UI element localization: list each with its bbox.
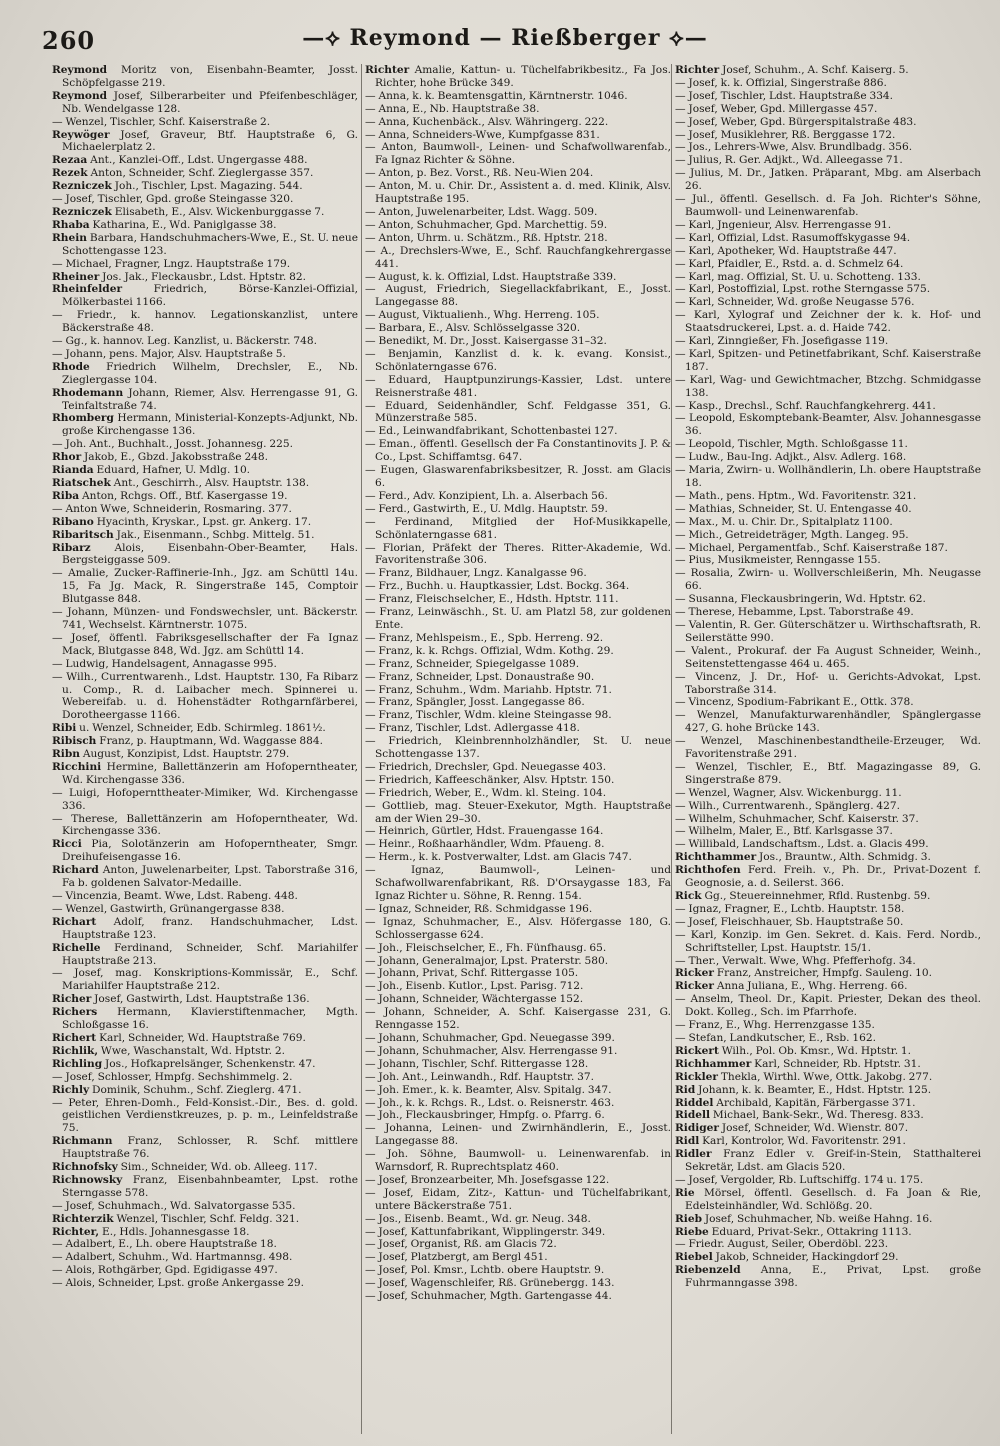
directory-entry: — Ignaz, Fragner, E., Lchtb. Hauptstr. 158.	[675, 902, 905, 915]
directory-entry: — Vincenz, Spodium-Fabrikant E., Ottk. 378.	[675, 696, 914, 709]
directory-entry: Richling Jos., Hofkaprelsänger, Schenkenstr. 47.	[52, 1057, 316, 1070]
directory-entry: — Johann, Schuhmacher, Alsv. Herrengasse 91.	[365, 1044, 618, 1057]
directory-entry: — Adalbert, E., Lh. obere Hauptstraße 18.	[52, 1238, 277, 1251]
directory-entry: — Gg., k. hannov. Leg. Kanzlist, u. Bäckerstr. 748.	[52, 335, 318, 348]
directory-entry: — Karl, Jngenieur, Alsv. Herrengasse 91.	[675, 218, 892, 231]
directory-entry: Rhomberg Hermann, Ministerial-Konzepts-Adjunkt, Nb. große Kirchengasse 136.	[52, 412, 358, 438]
directory-entry: — August, Viktualienh., Whg. Herreng. 105.	[365, 309, 600, 322]
directory-entry: — Friedr. August, Seiler, Oberdöbl. 223.	[675, 1238, 889, 1251]
directory-entry: Reymond Josef, Silberarbeiter und Pfeifenbeschläger, Nb. Wendelgasse 128.	[52, 89, 358, 115]
directory-entry: Richterzik Wenzel, Tischler, Schf. Feldg. 321.	[52, 1212, 300, 1225]
directory-entry: — Josef, Schlosser, Hmpfg. Sechshimmelg. 2.	[52, 1070, 293, 1083]
directory-entry: Richthammer Jos., Brauntw., Alth. Schmidg. 3.	[675, 851, 931, 864]
directory-entry: — Wilh., Currentwarenh., Spänglerg. 427.	[675, 799, 901, 812]
directory-entry: Riebe Eduard, Privat-Sekr., Ottakring 1113.	[675, 1225, 912, 1238]
directory-entry: Richer Josef, Gastwirth, Ldst. Hauptstraße 136.	[52, 993, 310, 1006]
directory-entry: — Therese, Ballettänzerin am Hofoperntheater, Wd. Kirchengasse 336.	[52, 812, 358, 838]
directory-entry: Ribn August, Konzipist, Ldst. Hauptstr. 279.	[52, 748, 290, 761]
directory-entry: — Josef, k. k. Offizial, Singerstraße 886.	[675, 76, 887, 89]
directory-entry: — Anna, Kuchenbäck., Alsv. Währingerg. 222.	[365, 115, 609, 128]
directory-entry: — Josef, Schuhmacher, Mgth. Gartengasse 44.	[365, 1290, 612, 1303]
directory-entry: Riebenzeld Anna, E., Privat, Lpst. große Fuhrmanngasse 398.	[675, 1264, 981, 1290]
directory-entry: Riddel Archibald, Kapitän, Färbergasse 371.	[675, 1096, 916, 1109]
directory-entry: — Ludwig, Handelsagent, Annagasse 995.	[52, 657, 277, 670]
directory-entry: — Wenzel, Gastwirth, Grünangergasse 838.	[52, 902, 285, 915]
directory-entry: Ribarz Alois, Eisenbahn-Ober-Beamter, Hals. Bergsteiggasse 509.	[52, 541, 358, 567]
directory-entry: — Wenzel, Wagner, Alsv. Wickenburgg. 11.	[675, 786, 902, 799]
directory-entry: Richter Amalie, Kattun- u. Tüchelfabrikbesitz., Fa Jos. Richter, hohe Brücke 349.	[365, 64, 671, 89]
directory-entry: Rickert Wilh., Pol. Ob. Kmsr., Wd. Hptstr. 1.	[675, 1044, 912, 1057]
directory-entry: — Karl, Spitzen- und Petinetfabrikant, Schf. Kaiserstraße 187.	[675, 347, 981, 373]
directory-entry: — Josef, Organist, Rß. am Glacis 72.	[365, 1238, 557, 1251]
directory-entry: — Wenzel, Manufakturwarenhändler, Spänglergasse 427, G. hohe Brücke 143.	[675, 709, 981, 735]
directory-entry: — Julius, M. Dr., Jatken. Präparant, Mbg. am Alserbach 26.	[675, 167, 981, 193]
directory-entry: — Johanna, Leinen- und Zwirnhändlerin, E., Josst. Langegasse 88.	[365, 1122, 671, 1148]
directory-entry: — Maria, Zwirn- u. Wollhändlerin, Lh. obere Hauptstraße 18.	[675, 464, 981, 489]
directory-entry: — Joh. Söhne, Baumwoll- u. Leinenwarenfab. in Warnsdorf, R. Ruprechtsplatz 460.	[365, 1148, 671, 1174]
directory-entry: — Jos., Lehrers-Wwe, Alsv. Brundlbadg. 356.	[675, 141, 913, 154]
directory-entry: — Ferdinand, Mitglied der Hof-Musikkapelle, Schönlaterngasse 681.	[365, 515, 671, 541]
directory-entry: — Joh. Ant., Buchhalt., Josst. Johannesg. 225.	[52, 438, 293, 451]
directory-entry: Richnowsky Franz, Eisenbahnbeamter, Lpst. rothe Sterngasse 578.	[52, 1173, 358, 1199]
directory-entry: — Alois, Rothgärber, Gpd. Egidigasse 497.	[52, 1264, 278, 1277]
directory-entry: — Josef, Platzbergt, am Bergl 451.	[365, 1251, 548, 1264]
directory-entry: Rheiner Jos. Jak., Fleckausbr., Ldst. Hptstr. 82.	[52, 270, 306, 283]
directory-entry: — Karl, Xylograf und Zeichner der k. k. Hof- und Staatsdruckerei, Lpst. a. d. Haide 742.	[675, 309, 981, 335]
directory-entry: Richlik, Wwe, Waschanstalt, Wd. Hptstr. 2.	[52, 1044, 286, 1057]
directory-entry: Ridl Karl, Kontrolor, Wd. Favoritenstr. 291.	[675, 1135, 906, 1148]
directory-entry: Reymond Moritz von, Eisenbahn-Beamter, Josst. Schöpfelgasse 219.	[52, 64, 358, 89]
directory-entry: — Ignaz, Baumwoll-, Leinen- und Schafwollwarenfabrikant, Rß. D'Orsaygasse 183, Fa Ignaz Richter u. Söhne, R. Renng. 154.	[365, 864, 671, 902]
directory-entry: — Franz, k. k. Rchgs. Offizial, Wdm. Kothg. 29.	[365, 644, 614, 657]
directory-entry: — Ferd., Adv. Konzipient, Lh. a. Alserbach 56.	[365, 489, 608, 502]
directory-entry: — Eman., öffentl. Gesellsch der Fa Constantinovits J. P. & Co., Lpst. Schiffamtsg. 647.	[365, 438, 671, 464]
directory-entry: — Jul., öffentl. Gesellsch. d. Fa Joh. Richter's Söhne, Baumwoll- und Leinenwarenfab.	[675, 193, 981, 218]
directory-entry: Ribi u. Wenzel, Schneider, Edb. Schirmleg. 1861½.	[52, 722, 326, 735]
directory-entry: — Wilhelm, Maler, E., Btf. Karlsgasse 37.	[675, 825, 893, 838]
directory-entry: — Mich., Getreideträger, Mgth. Langeg. 95.	[675, 528, 909, 541]
directory-entry: — Friedr., k. hannov. Legationskanzlist, untere Bäckerstraße 48.	[52, 309, 358, 335]
directory-entry: — Karl, Apotheker, Wd. Hauptstraße 447.	[675, 244, 897, 257]
directory-entry: Rezniczek Elisabeth, E., Alsv. Wickenburggasse 7.	[52, 205, 325, 218]
directory-entry: — Rosalia, Zwirn- u. Wollverschleißerin, Mh. Neugasse 66.	[675, 567, 981, 593]
directory-entry: — Friedrich, Drechsler, Gpd. Neuegasse 403.	[365, 760, 607, 773]
directory-entry: — Adalbert, Schuhm., Wd. Hartmannsg. 498.	[52, 1251, 293, 1264]
directory-entry: — Franz, Bildhauer, Lngz. Kanalgasse 96.	[365, 567, 587, 580]
directory-entry: Richter Josef, Schuhm., A. Schf. Kaiserg. 5.	[675, 64, 909, 76]
directory-entry: — Wenzel, Tischler, Schf. Kaiserstraße 2.	[52, 115, 271, 128]
directory-entry: — Josef, Fleischhauer, Sb. Hauptstraße 50.	[675, 915, 904, 928]
directory-entry: Ridiger Josef, Schneider, Wd. Wienstr. 807.	[675, 1122, 909, 1135]
directory-entry: — Josef, Weber, Gpd. Millergasse 457.	[675, 102, 878, 115]
directory-entry: — Anna, Schneiders-Wwe, Kumpfgasse 831.	[365, 128, 600, 141]
directory-entry: Ricchini Hermine, Ballettänzerin am Hofoperntheater, Wd. Kirchengasse 336.	[52, 760, 358, 786]
running-title: —⟡ Reymond — Rießberger ⟡—	[302, 25, 708, 51]
directory-entry: — Heinr., Roßhaarhändler, Wdm. Pfaueng. 8.	[365, 838, 605, 851]
directory-entry: — Anton, M. u. Chir. Dr., Assistent a. d. med. Klinik, Alsv. Hauptstraße 195.	[365, 180, 671, 206]
directory-entry: Rie Mörsel, öffentl. Gesellsch. d. Fa Joan & Rie, Edelsteinhändler, Wd. Schlößg. 20.	[675, 1186, 981, 1212]
directory-entry: Rieb Josef, Schuhmacher, Nb. weiße Hahng. 16.	[675, 1212, 933, 1225]
directory-entry: Richhammer Karl, Schneider, Rb. Hptstr. 31.	[675, 1057, 921, 1070]
directory-entry: — Amalie, Zucker-Raffinerie-Inh., Jgz. am Schüttl 14u. 15, Fa Jg. Mack, R. Singerstraße 145, Comptoir Blutgasse 848.	[52, 567, 358, 606]
directory-entry: Richly Dominik, Schuhm., Schf. Zieglerg. 471.	[52, 1083, 302, 1096]
directory-entry: Riebel Jakob, Schneider, Hackingdorf 29.	[675, 1251, 899, 1264]
directory-entry: — Heinrich, Gürtler, Hdst. Frauengasse 164.	[365, 825, 604, 838]
directory-entry: — Wilhelm, Schuhmacher, Schf. Kaiserstr. 37.	[675, 812, 919, 825]
directory-entry: — Gottlieb, mag. Steuer-Exekutor, Mgth. Hauptstraße am der Wien 29–30.	[365, 799, 671, 825]
directory-entry: — Therese, Hebamme, Lpst. Taborstraße 49.	[675, 606, 914, 619]
directory-entry: Riatschek Ant., Geschirrh., Alsv. Hauptstr. 138.	[52, 477, 310, 489]
directory-entry: — Friedrich, Kleinbrennholzhändler, St. U. neue Schottengasse 137.	[365, 735, 671, 761]
directory-entry: Riba Anton, Rchgs. Off., Btf. Kasergasse 19.	[52, 489, 288, 502]
directory-entry: — Michael, Pergamentfab., Schf. Kaiserstraße 187.	[675, 541, 948, 554]
directory-entry: Richnofsky Sim., Schneider, Wd. ob. Alleeg. 117.	[52, 1161, 318, 1174]
directory-entry: — Anna, k. k. Beamtensgattin, Kärntnerstr. 1046.	[365, 89, 628, 102]
directory-entry: Reywöger Josef, Graveur, Btf. Hauptstraße 6, G. Michaelerplatz 2.	[52, 128, 358, 154]
directory-entry: Ridell Michael, Bank-Sekr., Wd. Theresg. 833.	[675, 1109, 924, 1122]
directory-entry: Ribisch Franz, p. Hauptmann, Wd. Waggasse 884.	[52, 735, 323, 748]
directory-entry: — Luigi, Hofopernttheater-Mimiker, Wd. Kirchengasse 336.	[52, 786, 358, 812]
directory-entry: Richert Karl, Schneider, Wd. Hauptstraße 769.	[52, 1031, 306, 1044]
directory-entry: — Josef, Tischler, Gpd. große Steingasse 320.	[52, 193, 294, 206]
directory-entry: — Anton, Uhrm. u. Schätzm., Rß. Hptstr. 218.	[365, 231, 608, 244]
directory-columns	[52, 64, 982, 1434]
directory-entry: — Anton, p. Bez. Vorst., Rß. Neu-Wien 204.	[365, 167, 594, 180]
directory-entry: — Anna, E., Nb. Hauptstraße 38.	[365, 102, 540, 115]
directory-entry: — Ther., Verwalt. Wwe, Whg. Pfefferhofg. 34.	[675, 954, 916, 967]
directory-entry: — Josef, mag. Konskriptions-Kommissär, E., Schf. Mariahilfer Hauptstraße 212.	[52, 967, 358, 993]
directory-entry: — Anselm, Theol. Dr., Kapit. Priester, Dekan des theol. Dokt. Kolleg., Sch. im Pfarrhofe.	[675, 993, 981, 1019]
directory-entry: — Joh. Emer., k. k. Beamter, Alsv. Spitalg. 347.	[365, 1083, 612, 1096]
directory-entry: Richelle Ferdinand, Schneider, Schf. Mariahilfer Hauptstraße 213.	[52, 941, 358, 967]
column-middle	[365, 64, 671, 1434]
directory-entry: — Joh., Eisenb. Kutlor., Lpst. Parisg. 712.	[365, 980, 584, 993]
directory-entry: Rheinfelder Friedrich, Börse-Kanzlei-Offizial, Mölkerbastei 1166.	[52, 283, 358, 309]
directory-entry: — August, Friedrich, Siegellackfabrikant, E., Josst. Langegasse 88.	[365, 283, 671, 309]
directory-entry: — Frz., Buchh. u. Hauptkassier, Ldst. Bockg. 364.	[365, 580, 630, 593]
directory-entry: Rhor Jakob, E., Gbzd. Jakobsstraße 248.	[52, 451, 269, 464]
directory-entry: — Josef, Pol. Kmsr., Lchtb. obere Hauptstr. 9.	[365, 1264, 605, 1277]
directory-entry: — Josef, Bronzearbeiter, Mh. Josefsgasse 122.	[365, 1173, 610, 1186]
directory-entry: — Friedrich, Weber, E., Wdm. kl. Steing. 104.	[365, 786, 607, 799]
directory-entry: — Franz, Tischler, Ldst. Adlergasse 418.	[365, 722, 580, 735]
directory-entry: — Anton, Schuhmacher, Gpd. Marchettig. 59.	[365, 218, 608, 231]
directory-entry: — Wilh., Currentwarenh., Ldst. Hauptstr. 130, Fa Ribarz u. Comp., R. d. Laibacher mech. Spinnerei u. Webereifab. u. d. Hohenstädter Rothgarnfärberei, Dorotheergasse 1166.	[52, 670, 358, 722]
directory-entry: — Josef, Eidam, Zitz-, Kattun- und Tüchelfabrikant, untere Bäckerstraße 751.	[365, 1186, 671, 1212]
directory-entry: Richart Adolf, franz. Handschuhmacher, Ldst. Hauptstraße 123.	[52, 915, 358, 941]
directory-entry: — Ludw., Bau-Ing. Adjkt., Alsv. Adlerg. 168.	[675, 451, 907, 464]
directory-entry: — Pius, Musikmeister, Renngasse 155.	[675, 554, 881, 567]
directory-entry: Rhein Barbara, Handschuhmachers-Wwe, E., St. U. neue Schottengasse 123.	[52, 231, 358, 257]
directory-entry: — Vincenzia, Beamt. Wwe, Ldst. Rabeng. 448.	[52, 890, 298, 902]
directory-entry: Ricker Franz, Anstreicher, Hmpfg. Sauleng. 10.	[675, 967, 932, 980]
directory-entry: — Max., M. u. Chir. Dr., Spitalplatz 1100.	[675, 515, 893, 528]
directory-entry: Richard Anton, Juwelenarbeiter, Lpst. Taborstraße 316, Fa b. goldenen Salvator-Medaille.	[52, 864, 358, 890]
directory-entry: — Franz, Fleischselcher, E., Hdsth. Hptstr. 111.	[365, 593, 619, 606]
directory-entry: — Alois, Schneider, Lpst. große Ankergasse 29.	[52, 1277, 304, 1290]
directory-entry: — Benedikt, M. Dr., Josst. Kaisergasse 31–32.	[365, 335, 607, 348]
directory-entry: — Susanna, Fleckausbringerin, Wd. Hptstr. 62.	[675, 593, 926, 606]
directory-entry: — Eduard, Hauptpunzirungs-Kassier, Ldst. untere Reisnerstraße 481.	[365, 373, 671, 399]
directory-entry: Ridler Franz Edler v. Greif-in-Stein, Statthalterei Sekretär, Ldst. am Glacis 520.	[675, 1148, 981, 1174]
directory-entry: — Karl, mag. Offizial, St. U. u. Schotteng. 133.	[675, 270, 921, 283]
directory-entry: — Michael, Fragner, Lngz. Hauptstraße 179.	[52, 257, 291, 270]
directory-entry: — Franz, Leinwäschh., St. U. am Platzl 58, zur goldenen Ente.	[365, 606, 671, 631]
directory-entry: — Karl, Wag- und Gewichtmacher, Btzchg. Schmidgasse 138.	[675, 373, 981, 399]
directory-entry: — Leopold, Eskomptebank-Beamter, Alsv. Johannesgasse 36.	[675, 412, 981, 438]
directory-entry: — Karl, Konzip. im Gen. Sekret. d. Kais. Ferd. Nordb., Schriftsteller, Lpst. Hauptstr. 15/1.	[675, 928, 981, 954]
directory-entry: — Franz, Tischler, Wdm. kleine Steingasse 98.	[365, 709, 612, 722]
directory-entry: — Mathias, Schneider, St. U. Entengasse 40.	[675, 502, 912, 515]
directory-entry: — Barbara, E., Alsv. Schlösselgasse 320.	[365, 322, 581, 335]
directory-entry: Richers Hermann, Klavierstiftenmacher, Mgth. Schloßgasse 16.	[52, 1006, 358, 1032]
directory-entry: — Franz, Schneider, Lpst. Donaustraße 90.	[365, 670, 595, 683]
directory-entry: — Leopold, Tischler, Mgth. Schloßgasse 11.	[675, 438, 908, 451]
directory-entry: — Valentin, R. Ger. Güterschätzer u. Wirthschaftsrath, R. Seilerstätte 990.	[675, 618, 981, 644]
directory-entry: Rickler Thekla, Wirthl. Wwe, Ottk. Jakobg. 277.	[675, 1070, 933, 1083]
directory-entry: — Kasp., Drechsl., Schf. Rauchfangkehrerg. 441.	[675, 399, 936, 412]
directory-entry: Rezaa Ant., Kanzlei-Off., Ldst. Ungergasse 488.	[52, 154, 308, 167]
directory-entry: Rhaba Katharina, E., Wd. Paniglgasse 38.	[52, 218, 277, 231]
directory-entry: Ribaritsch Jak., Eisenmann., Schbg. Mittelg. 51.	[52, 528, 315, 541]
directory-entry: — Anton, Baumwoll-, Leinen- und Schafwollwarenfab., Fa Ignaz Richter & Söhne.	[365, 141, 671, 167]
directory-entry: — Johann, Privat, Schf. Rittergasse 105.	[365, 967, 579, 980]
directory-entry: Rid Johann, k. k. Beamter, E., Hdst. Hptstr. 125.	[675, 1083, 932, 1096]
directory-entry: — Ignaz, Schneider, Rß. Schmidgasse 196.	[365, 902, 593, 915]
directory-entry: Ricci Pia, Solotänzerin am Hofoperntheater, Smgr. Dreihufeisengasse 16.	[52, 838, 358, 864]
directory-entry: — Joh. Ant., Leinwandh., Rdf. Hauptstr. 37.	[365, 1070, 595, 1083]
directory-entry: — Franz, Mehlspeism., E., Spb. Herreng. 92.	[365, 631, 604, 644]
directory-entry: Richthofen Ferd. Freih. v., Ph. Dr., Privat-Dozent f. Geognosie, a. d. Seilerst. 366.	[675, 864, 981, 890]
directory-entry: — Karl, Pfaidler, E., Rstd. a. d. Schmelz 64.	[675, 257, 904, 270]
directory-entry: — Franz, Schuhm., Wdm. Mariahb. Hptstr. 71.	[365, 683, 612, 696]
directory-entry: — Johann, Schneider, A. Schf. Kaisergasse 231, G. Renngasse 152.	[365, 1006, 671, 1032]
directory-entry: — Ed., Leinwandfabrikant, Schottenbastei 127.	[365, 425, 618, 438]
directory-entry: Ricker Anna Juliana, E., Whg. Herreng. 66.	[675, 980, 908, 993]
directory-entry: Rhodemann Johann, Riemer, Alsv. Herrengasse 91, G. Teinfaltstraße 74.	[52, 386, 358, 412]
directory-entry: — Josef, Wagenschleifer, Rß. Grünebergg. 143.	[365, 1277, 615, 1290]
directory-entry: — Karl, Schneider, Wd. große Neugasse 576.	[675, 296, 915, 309]
directory-entry: — Josef, öffentl. Fabriksgesellschafter der Fa Ignaz Mack, Blutgasse 848, Wd. Jgz. am Schüttl 14.	[52, 631, 358, 657]
directory-entry: — Joh., Fleischselcher, E., Fh. Fünfhausg. 65.	[365, 941, 607, 954]
directory-entry: — August, k. k. Offizial, Ldst. Hauptstraße 339.	[365, 270, 617, 283]
directory-entry: — Willibald, Landschaftsm., Ldst. a. Glacis 499.	[675, 838, 929, 851]
directory-entry: — Math., pens. Hptm., Wd. Favoritenstr. 321.	[675, 489, 917, 502]
directory-entry: — Ferd., Gastwirth, E., U. Mdlg. Hauptstr. 59.	[365, 502, 608, 515]
directory-entry: — Johann, Schuhmacher, Gpd. Neuegasse 399.	[365, 1031, 615, 1044]
directory-entry: — Josef, Kattunfabrikant, Wipplingerstr. 349.	[365, 1225, 606, 1238]
directory-entry: — Jos., Eisenb. Beamt., Wd. gr. Neug. 348.	[365, 1212, 591, 1225]
directory-entry: — Herm., k. k. Postverwalter, Ldst. am Glacis 747.	[365, 851, 632, 864]
directory-entry: — Franz, Spängler, Josst. Langegasse 86.	[365, 696, 585, 709]
directory-entry: — Franz, Schneider, Spiegelgasse 1089.	[365, 657, 580, 670]
directory-entry: — Ignaz, Schuhmacher, E., Alsv. Höfergasse 180, G. Schlossergasse 624.	[365, 915, 671, 941]
directory-entry: Ribano Hyacinth, Kryskar., Lpst. gr. Ankerg. 17.	[52, 515, 312, 528]
directory-entry: — Johann, Tischler, Schf. Rittergasse 128.	[365, 1057, 589, 1070]
directory-entry: — Anton Wwe, Schneiderin, Rosmaring. 377.	[52, 502, 292, 515]
directory-entry: — Eugen, Glaswarenfabriksbesitzer, R. Josst. am Glacis 6.	[365, 464, 671, 489]
directory-entry: — Florian, Präfekt der Theres. Ritter-Akademie, Wd. Favoritenstraße 306.	[365, 541, 671, 567]
directory-entry: — Friedrich, Kaffeeschänker, Alsv. Hptstr. 150.	[365, 773, 615, 786]
directory-entry: — Johann, Schneider, Wächtergasse 152.	[365, 993, 584, 1006]
directory-entry: Rianda Eduard, Hafner, U. Mdlg. 10.	[52, 464, 251, 477]
directory-entry: — Wenzel, Tischler, E., Btf. Magazingasse 89, G. Singerstraße 879.	[675, 760, 981, 786]
directory-entry: — Johann, Generalmajor, Lpst. Praterstr. 580.	[365, 954, 609, 967]
directory-entry: Rezniczek Joh., Tischler, Lpst. Magazing. 544.	[52, 180, 303, 193]
directory-entry: — Josef, Vergolder, Rb. Luftschiffg. 174 u. 175.	[675, 1173, 924, 1186]
column-left	[52, 64, 358, 1434]
directory-entry: Rezek Anton, Schneider, Schf. Zieglergasse 357.	[52, 167, 314, 180]
column-divider	[671, 64, 672, 1434]
directory-entry: — Josef, Tischler, Ldst. Hauptstraße 334.	[675, 89, 894, 102]
directory-entry: — Karl, Zinngießer, Fh. Josefigasse 119.	[675, 335, 889, 348]
column-right	[675, 64, 981, 1434]
directory-entry: Rhode Friedrich Wilhelm, Drechsler, E., Nb. Zieglergasse 104.	[52, 360, 358, 386]
page-header	[40, 22, 970, 56]
directory-entry: — Eduard, Seidenhändler, Schf. Feldgasse 351, G. Münzerstraße 585.	[365, 399, 671, 425]
directory-entry: — Josef, Musiklehrer, Rß. Berggasse 172.	[675, 128, 896, 141]
column-divider	[361, 64, 362, 1434]
directory-entry: — Wenzel, Maschinenbestandtheile-Erzeuger, Wd. Favoritenstraße 291.	[675, 735, 981, 761]
directory-entry: — Vincenz, J. Dr., Hof- u. Gerichts-Advokat, Lpst. Taborstraße 314.	[675, 670, 981, 696]
directory-entry: — Franz, E., Whg. Herrenzgasse 135.	[675, 1019, 875, 1032]
directory-entry: — Karl, Postoffizial, Lpst. rothe Sterngasse 575.	[675, 283, 931, 296]
directory-entry: — Julius, R. Ger. Adjkt., Wd. Alleegasse 71.	[675, 154, 903, 167]
directory-entry: — Joh., Fleckausbringer, Hmpfg. o. Pfarrg. 6.	[365, 1109, 605, 1122]
directory-entry: — Josef, Schuhmach., Wd. Salvatorgasse 535.	[52, 1199, 296, 1212]
directory-entry: — Josef, Weber, Gpd. Bürgerspitalstraße 483.	[675, 115, 917, 128]
directory-entry: Richmann Franz, Schlosser, R. Schf. mittlere Hauptstraße 76.	[52, 1135, 358, 1161]
directory-entry: — Johann, Münzen- und Fondswechsler, unt. Bäckerstr. 741, Wechselst. Kärntnerstr. 1075.	[52, 606, 358, 631]
directory-entry: Richter, E., Hdls. Johannesgasse 18.	[52, 1225, 250, 1238]
directory-entry: — A., Drechslers-Wwe, E., Schf. Rauchfangkehrergasse 441.	[365, 244, 671, 270]
page-number: 260	[42, 26, 96, 55]
directory-entry: — Valent., Prokuraf. der Fa August Schneider, Weinh., Seitenstettengasse 464 u. 465.	[675, 644, 981, 670]
directory-entry: — Johann, pens. Major, Alsv. Hauptstraße 5.	[52, 347, 286, 360]
directory-entry: Rick Gg., Steuereinnehmer, Rfld. Rustenbg. 59.	[675, 890, 931, 902]
directory-entry: — Benjamin, Kanzlist d. k. k. evang. Konsist., Schönlaterngasse 676.	[365, 347, 671, 373]
directory-entry: — Karl, Offizial, Ldst. Rasumoffskygasse 94.	[675, 231, 911, 244]
directory-entry: — Joh., k. k. Rchgs. R., Ldst. o. Reisnerstr. 463.	[365, 1096, 615, 1109]
directory-entry: — Anton, Juwelenarbeiter, Ldst. Wagg. 509.	[365, 205, 598, 218]
directory-entry: — Stefan, Landkutscher, E., Rsb. 162.	[675, 1031, 876, 1044]
directory-entry: — Peter, Ehren-Domh., Feld-Konsist.-Dir., Bes. d. gold. geistlichen Verdienstkreuzes, p. p. m., Leinfeldstraße 75.	[52, 1096, 358, 1135]
